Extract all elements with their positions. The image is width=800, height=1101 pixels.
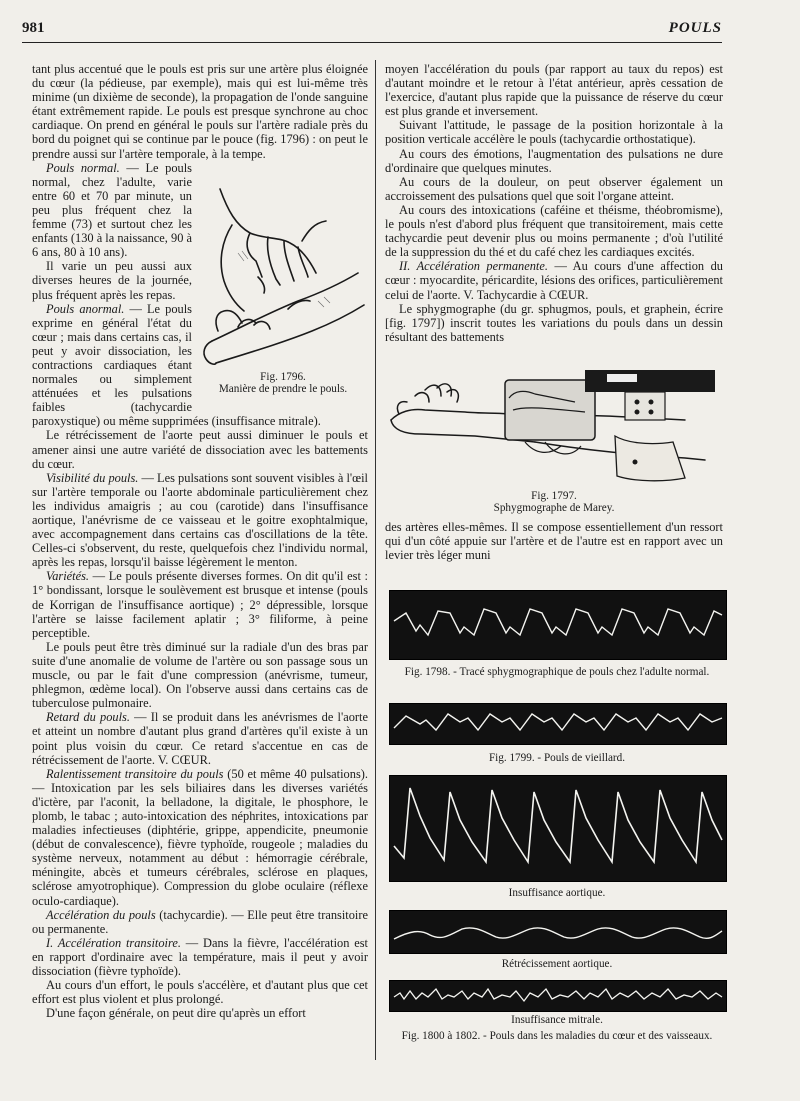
column-divider bbox=[375, 60, 376, 1060]
trace-aortic-stenosis-caption: Rétrécissement aortique. bbox=[501, 958, 613, 970]
paragraph-text: Au cours de la douleur, on peut observer également un accroissement des pulsations quel que soit l'organe atteint. bbox=[385, 174, 723, 203]
paragraph-text: Le rétrécissement de l'aorte peut aussi diminuer le pouls et amener ainsi une autre variété de dissociation avec les battements du cœur. bbox=[32, 428, 368, 471]
paragraph bbox=[32, 936, 368, 978]
section-heading: Pouls normal. bbox=[46, 160, 120, 175]
pulse-trace-aortic-insufficiency bbox=[389, 775, 727, 882]
section-heading: Ralentissement transitoire du pouls bbox=[46, 766, 224, 781]
paragraph bbox=[32, 908, 368, 936]
paragraph bbox=[32, 767, 368, 908]
paragraph-text: — Le pouls présente diverses formes. On dit qu'il est : 1° bondissant, lorsque le soulèvement est brusque et intense (pouls de Korrigan de l'insuffisance aortique) ; 2° dépressible, lorsque l'artère se laisse facilement aplatir ; 3° filiforme, à peine perceptible. bbox=[32, 569, 368, 640]
running-title: POULS bbox=[668, 20, 722, 36]
paragraph-text: tant plus accentué que le pouls est pris sur une artère plus éloignée du cœur (la pédieuse, par exemple), mais qui est lui-même très minime (un dixième de seconde), la propagation de l'onde sanguine étant extrêmement rapide. Le pouls est presque synchrone au choc cardiaque. On prend en général le pouls sur l'artère radiale près du bord du poignet qui se continue par le pouce (fig. 1796) : on peut le prendre aussi sur l'artère temporale, à la tempe. bbox=[32, 62, 368, 161]
paragraph-text: — Le pouls normal, chez l'adulte, varie entre 60 et 70 par minute, un peu plus fréquent chez la femme (73) et surtout chez les enfants (130 à la naissance, 90 à 6 ans, 80 à 10 ans). bbox=[32, 160, 192, 260]
paragraph bbox=[32, 471, 368, 570]
figure-1799-caption: Fig. 1799. - Pouls de vieillard. bbox=[488, 752, 626, 764]
figure-1797-number: Fig. 1797. bbox=[531, 489, 577, 502]
section-heading: II. Accélération permanente. bbox=[399, 259, 548, 274]
figure-1800-1802-caption: Fig. 1800 à 1802. - Pouls dans les maladies du cœur et des vaisseaux. bbox=[401, 1030, 713, 1042]
paragraph bbox=[32, 428, 368, 470]
page-number: 981 bbox=[22, 20, 45, 36]
section-heading: Pouls anormal. bbox=[46, 301, 125, 316]
paragraph bbox=[32, 569, 368, 639]
paragraph bbox=[32, 978, 368, 1006]
paragraph-text: — Le pouls exprime en général l'état du cœur ; mais dans certains cas, il peut y avoir dissociation, les contractions cardiaques étant normales ou simplement atténuées et les pulsations faibles (tachycardie paroxystique) ou même supprimées (insuffisance mitrale). bbox=[32, 301, 321, 429]
hand-pulse-illustration bbox=[198, 181, 368, 371]
pulse-trace-normal bbox=[389, 590, 727, 660]
paragraph-text: — Les pulsations sont souvent visibles à l'œil sur l'artère temporale ou l'aorte abdominale particulièrement chez les individus amaigris ; au cou (carotide) dans l'insuffisance aortique, l'anévrisme de ce vaisseau et le goitre exophtalmique, avec accompagnement dans certains cas d'oscillations de la tête. Celles-ci s'observent, du reste, quelquefois chez l'individu normal, après les repas, lorsqu'il baisse légèrement le menton. bbox=[32, 470, 368, 570]
paragraph-text: — Au cours d'une affection du cœur : myocardite, péricardite, lésions des orifices, particulièrement celui de l'aorte. V. Tachycardie à CŒUR. bbox=[385, 259, 723, 302]
paragraph bbox=[385, 520, 723, 562]
section-heading: I. Accélération transitoire. bbox=[46, 935, 181, 950]
paragraph bbox=[385, 302, 723, 344]
paragraph bbox=[385, 175, 723, 203]
paragraph-text: — Dans la fièvre, l'accélération est en rapport d'ordinaire avec la température, mais il peut y avoir dissociation (fièvre typhoïde). bbox=[32, 935, 368, 978]
paragraph-text: des artères elles-mêmes. Il se compose essentiellement d'un ressort qui d'un côté appuie sur l'artère et de l'autre est en rapport avec un levier très léger muni bbox=[385, 519, 723, 563]
paragraph-text: Le pouls peut être très diminué sur la radiale d'un des bras par suite d'une anomalie de volume de l'artère ou son passage sous un muscle, ou par le fait d'une compression (anévrisme, tumeur, phlegmon, œdème local). On l'observe aussi dans certains cas de tuberculose pulmonaire. bbox=[32, 639, 368, 711]
paragraph bbox=[385, 118, 723, 146]
figure-1796 bbox=[198, 181, 368, 399]
paragraph-text: — Il se produit dans les anévrismes de l'aorte et atteint un nombre d'autant plus grand d'artères qu'il existe à un point plus voisin du cœur. Ce retard s'accentue en cas de rétrécissement de l'aorte. V. CŒUR. bbox=[32, 710, 368, 767]
pulse-trace-old-age bbox=[389, 703, 727, 745]
paragraph-text: Le sphygmographe (du gr. sphugmos, pouls, et graphein, écrire [fig. 1797]) inscrit toutes les variations du pouls dans un dessin résultant des battements bbox=[385, 301, 723, 344]
paragraph bbox=[32, 62, 368, 161]
paragraph-text: moyen l'accélération du pouls (par rapport au taux du repos) est d'autant moindre et le retour à l'état antérieur, après cessation de l'exercice, d'autant plus rapide que la puissance de réserve du cœur est plus grande et inversement. bbox=[385, 62, 723, 119]
section-heading: Variétés. bbox=[46, 569, 90, 584]
sphygmograph-illustration bbox=[385, 350, 723, 490]
section-heading: Accélération du pouls bbox=[46, 907, 156, 922]
paragraph bbox=[385, 203, 723, 259]
pulse-trace-aortic-stenosis bbox=[389, 910, 727, 954]
page-header bbox=[22, 20, 722, 43]
section-heading: Visibilité du pouls. bbox=[46, 470, 139, 485]
figure-1797-caption: Sphygmographe de Marey. bbox=[493, 502, 615, 515]
paragraph-text: Au cours d'un effort, le pouls s'accélère, et d'autant plus que cet effort est plus violent et plus prolongé. bbox=[32, 978, 368, 1007]
paragraph bbox=[385, 259, 723, 301]
trace-mitral-insufficiency-caption: Insuffisance mitrale. bbox=[511, 1014, 603, 1026]
figure-1798-caption: Fig. 1798. - Tracé sphygmographique de pouls chez l'adulte normal. bbox=[404, 666, 710, 678]
paragraph bbox=[385, 147, 723, 175]
paragraph-text: (tachycardie). — Elle peut être transitoire ou permanente. bbox=[32, 907, 368, 936]
figure-1796-caption: Manière de prendre le pouls. bbox=[218, 383, 348, 396]
section-heading: Retard du pouls. bbox=[46, 710, 130, 725]
left-column bbox=[32, 62, 368, 1020]
paragraph-text: (50 et même 40 pulsations). — Intoxication par les sels biliaires dans les diverses variétés d'ictère, par l'aconit, la belladone, la digitale, le phosphore, le plomb, le tabac ; auto-intoxication des néphrites, intoxications par maladies infectieuses (diphtérie, grippe, appendicite, pneumonie (début de convalescence), fièvre typhoïde, rougeole ; maladies du système nerveux, notamment au début : hémorragie cérébrale, méningite, abcès et tumeurs cérébrales, sclérose en plaques, sclérose amyotrophique). Compression du globe oculaire (réflexe oculo-cardiaque). bbox=[32, 766, 368, 908]
paragraph-text: D'une façon générale, on peut dire qu'après un effort bbox=[46, 1006, 306, 1021]
paragraph-text: Au cours des intoxications (caféine et théisme, théobromisme), le pouls n'est d'abord plus fréquent que transitoirement, mais cette tachycardie peut devenir plus ou moins permanente ; d'où l'utilité de la suppression du thé et du café chez les cardiaques excités. bbox=[385, 202, 723, 260]
paragraph-text: Il varie un peu aussi aux diverses heures de la journée, plus fréquent après les repas. bbox=[32, 259, 192, 302]
right-column bbox=[385, 62, 723, 562]
figure-1797 bbox=[385, 350, 723, 520]
paragraph bbox=[32, 710, 368, 766]
pulse-trace-mitral-insufficiency bbox=[389, 980, 727, 1012]
paragraph bbox=[32, 640, 368, 710]
paragraph-text: Suivant l'attitude, le passage de la position horizontale à la position verticale accélère le pouls (tachycardie orthostatique). bbox=[385, 118, 723, 147]
paragraph-text: Au cours des émotions, l'augmentation des pulsations ne dure d'ordinaire que quelques minutes. bbox=[385, 146, 723, 175]
paragraph bbox=[385, 62, 723, 118]
figure-1796-number: Fig. 1796. bbox=[260, 370, 306, 383]
trace-aortic-insufficiency-caption: Insuffisance aortique. bbox=[508, 887, 606, 899]
paragraph bbox=[32, 1006, 368, 1020]
